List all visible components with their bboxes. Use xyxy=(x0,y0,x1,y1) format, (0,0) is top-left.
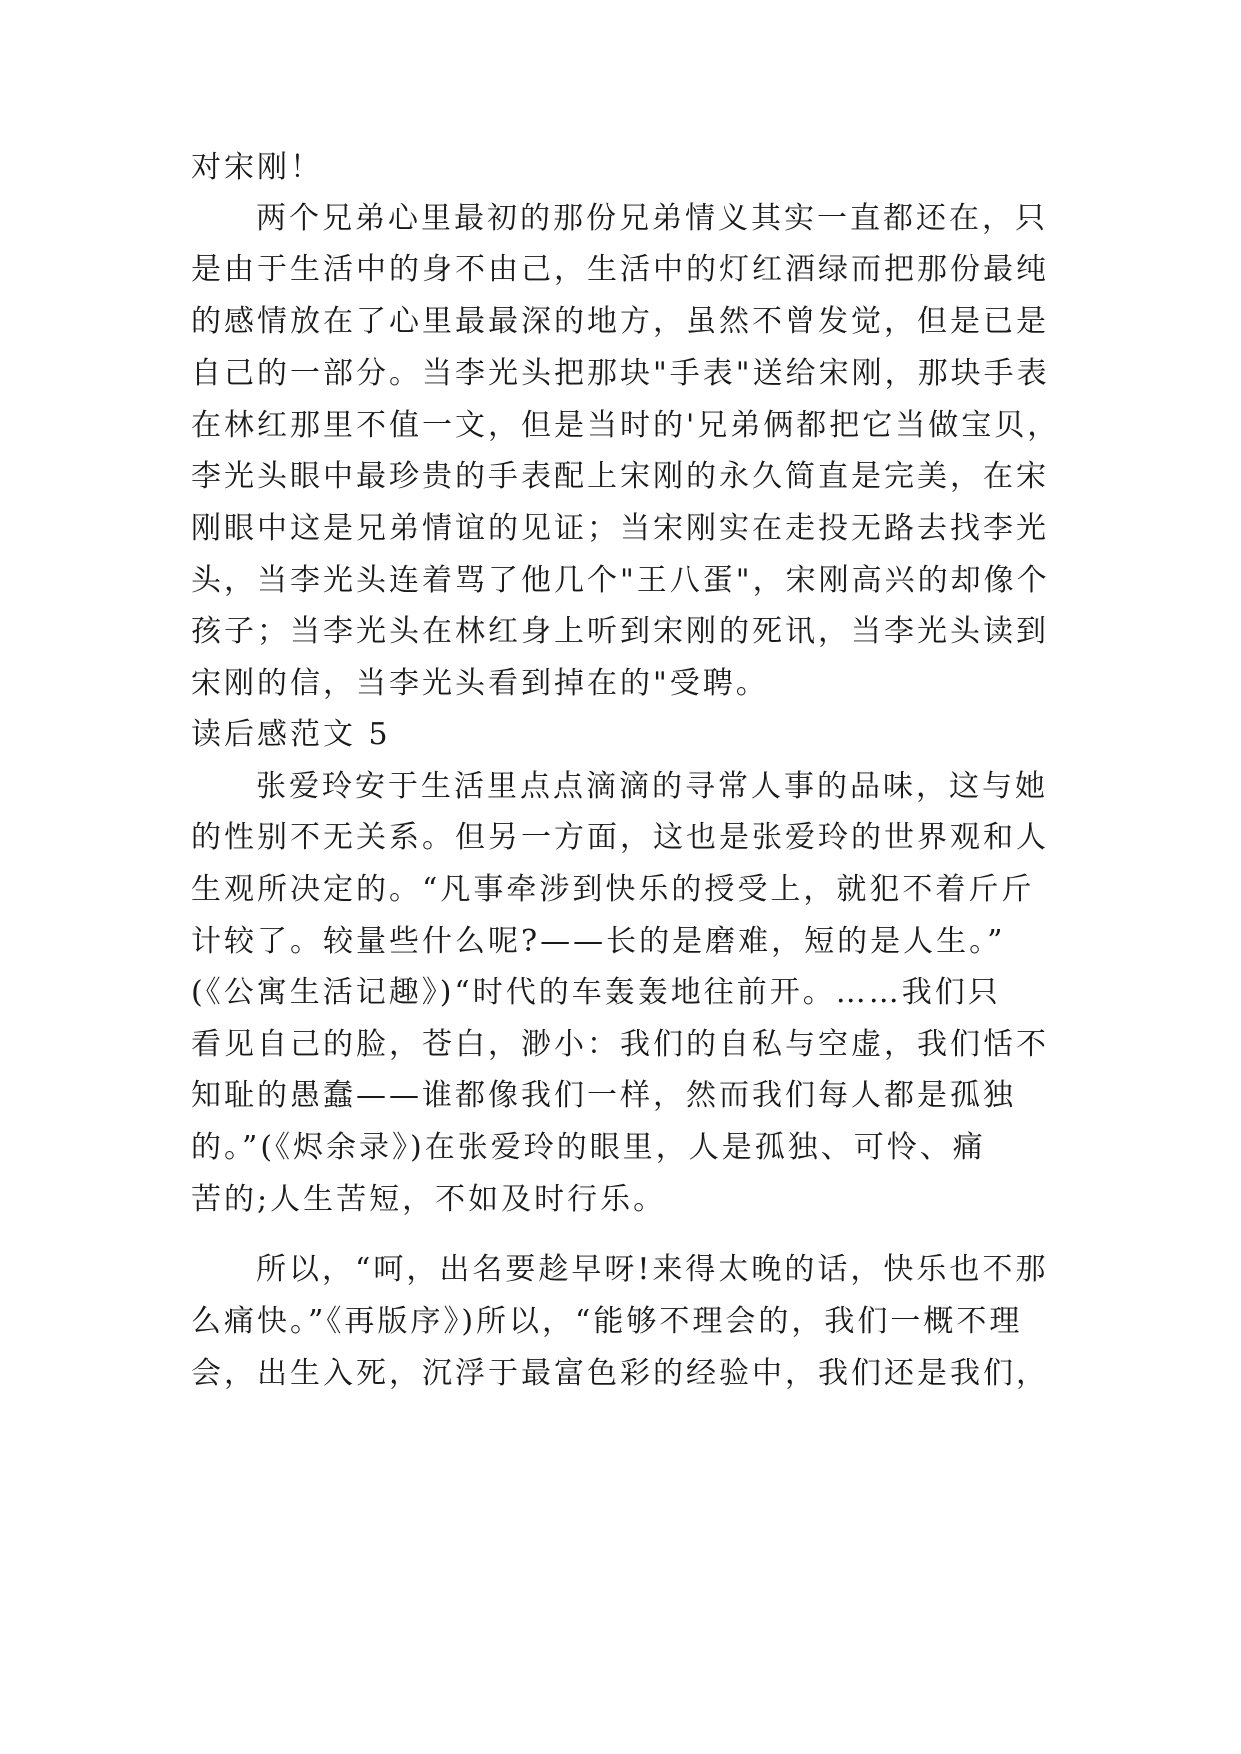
paragraph-first-line: 两个兄弟心里最初的那份兄弟情义其实一直都还在，只 xyxy=(256,201,1048,236)
paragraph-first-line: 所以，“呵，出名要趁早呀!来得太晚的话，快乐也不那 xyxy=(256,1252,1049,1287)
text-line: 知耻的愚蠢——谁都像我们一样，然而我们每人都是孤独 xyxy=(191,1078,1016,1113)
text-line: 的。”(《烬余录》)在张爱玲的眼里，人是孤独、可怜、痛 xyxy=(191,1130,986,1165)
text-line: 头，当李光头连着骂了他几个"王八蛋"，宋刚高兴的却像个 xyxy=(191,563,1050,598)
text-line: 宋刚的信，当李光头看到掉在的"受聘。 xyxy=(191,666,769,701)
text-line: 在林红那里不值一文，但是当时的'兄弟俩都把它当做宝贝， xyxy=(191,408,1061,443)
text-line: 自己的一部分。当李光头把那块"手表"送给宋刚，那块手表 xyxy=(191,356,1050,391)
text-line: (《公寓生活记趣》)“时代的车轰轰地往前开。……我们只 xyxy=(191,975,1001,1010)
text-line: 对宋刚！ xyxy=(191,150,323,185)
text-line: 生观所决定的。“凡事牵涉到快乐的授受上，就犯不着斤斤 xyxy=(191,872,1035,907)
text-line: 苦的;人生苦短，不如及时行乐。 xyxy=(191,1182,667,1217)
text-line: 李光头眼中最珍贵的手表配上宋刚的永久简直是完美，在宋 xyxy=(191,459,1049,494)
text-line: 孩子；当李光头在林红身上听到宋刚的死讯，当李光头读到 xyxy=(191,614,1049,649)
text-line: 是由于生活中的身不由己，生活中的灯红酒绿而把那份最纯 xyxy=(191,252,1049,287)
text-line: 看见自己的脸，苍白，渺小：我们的自私与空虚，我们恬不 xyxy=(191,1027,1049,1062)
section-heading: 读后感范文 5 xyxy=(191,717,391,752)
text-line: 的感情放在了心里最最深的地方，虽然不曾发觉，但是已是 xyxy=(191,304,1049,339)
text-line: 计较了。较量些什么呢?——长的是磨难，短的是人生。” xyxy=(191,924,1006,959)
text-line: 会，出生入死，沉浮于最富色彩的经验中，我们还是我们， xyxy=(191,1356,1049,1391)
text-line: 的性别不无关系。但另一方面，这也是张爱玲的世界观和人 xyxy=(191,820,1049,855)
paragraph-first-line: 张爱玲安于生活里点点滴滴的寻常人事的品味，这与她 xyxy=(256,769,1048,804)
text-line: 刚眼中这是兄弟情谊的见证；当宋刚实在走投无路去找李光 xyxy=(191,511,1049,546)
text-line: 么痛快。”《再版序》)所以，“能够不理会的，我们一概不理 xyxy=(191,1304,1023,1339)
